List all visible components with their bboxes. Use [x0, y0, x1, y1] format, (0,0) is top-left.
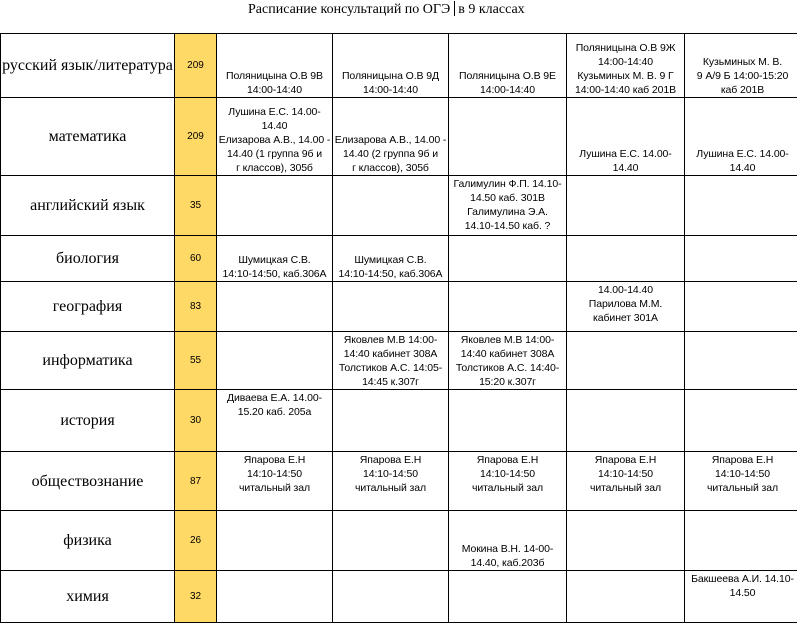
consultation-cell [685, 282, 797, 332]
title-suffix: в 9 классах [458, 2, 524, 17]
title-text: Расписание консультаций по ОГЭ [248, 2, 450, 17]
subject-cell: обществознание [1, 452, 175, 511]
consultation-cell: Поляницына О.В 9Д 14:00-14:40 [333, 34, 449, 98]
consultation-cell [685, 176, 797, 236]
consultation-cell [567, 332, 685, 390]
consultation-cell: Поляницына О.В 9Е 14:00-14:40 [449, 34, 567, 98]
consultation-cell [567, 236, 685, 282]
student-count-cell: 35 [175, 176, 217, 236]
consultation-cell [217, 282, 333, 332]
table-row [1, 452, 797, 511]
consultation-cell [217, 332, 333, 390]
consultation-cell: Диваева Е.А. 14.00- 15.20 каб. 205а [217, 390, 333, 452]
consultation-cell [567, 571, 685, 623]
consultation-cell [567, 176, 685, 236]
consultation-cell: Поляницына О.В 9Ж 14:00-14:40 Кузьминых М. В. 9 Г 14:00-14:40 каб 201В [567, 34, 685, 98]
table-row [1, 511, 797, 571]
table-row [1, 176, 797, 236]
subject-cell: физика [1, 511, 175, 571]
consultation-cell [333, 571, 449, 623]
subject-cell: биология [1, 236, 175, 282]
consultation-cell: Поляницына О.В 9В 14:00-14:40 [217, 34, 333, 98]
consultation-cell: Мокина В.Н. 14-00- 14.40, каб.203б [449, 511, 567, 571]
consultation-cell: Галимулин Ф.П. 14.10- 14.50 каб. 301В Галимулина Э.А. 14.10-14.50 каб. ? [449, 176, 567, 236]
consultation-cell: Елизарова А.В., 14.00 - 14.40 (2 группа 9б и г классов), 305б [333, 98, 449, 176]
subject-cell: информатика [1, 332, 175, 390]
consultation-cell [685, 236, 797, 282]
student-count-cell: 209 [175, 98, 217, 176]
consultation-cell [449, 282, 567, 332]
document-header [0, 0, 797, 22]
table-row [1, 282, 797, 332]
consultation-cell [333, 511, 449, 571]
student-count-cell: 32 [175, 571, 217, 623]
subject-cell: химия [1, 571, 175, 623]
consultation-cell [217, 511, 333, 571]
consultation-cell [685, 332, 797, 390]
consultation-cell [567, 511, 685, 571]
schedule-table [0, 33, 797, 623]
consultation-cell: Япарова Е.Н 14:10-14:50 читальный зал [217, 452, 333, 511]
consultation-cell: Бакшеева А.И. 14.10- 14.50 [685, 571, 797, 623]
consultation-cell: 14.00-14.40 Парилова М.М. кабинет 301А [567, 282, 685, 332]
consultation-cell: Япарова Е.Н 14:10-14:50 читальный зал [333, 452, 449, 511]
consultation-cell: Кузьминых М. В. 9 А/9 Б 14:00-15:20 каб 201В [685, 34, 797, 98]
consultation-cell [449, 390, 567, 452]
consultation-cell [685, 511, 797, 571]
table-row [1, 34, 797, 98]
consultation-cell [333, 282, 449, 332]
table-row [1, 236, 797, 282]
consultation-cell: Лушина Е.С. 14.00- 14.40 [567, 98, 685, 176]
text-cursor [454, 1, 455, 16]
consultation-cell [449, 571, 567, 623]
student-count-cell: 55 [175, 332, 217, 390]
student-count-cell: 209 [175, 34, 217, 98]
consultation-cell [567, 390, 685, 452]
table-row [1, 571, 797, 623]
schedule-body [1, 34, 797, 623]
consultation-cell: Япарова Е.Н 14:10-14:50 читальный зал [567, 452, 685, 511]
subject-cell: история [1, 390, 175, 452]
consultation-cell [449, 98, 567, 176]
consultation-cell: Яковлев М.В 14:00- 14:40 кабинет 308А Толстиков А.С. 14:40- 15:20 к.307г [449, 332, 567, 390]
document-title [248, 1, 525, 18]
consultation-cell: Япарова Е.Н 14:10-14:50 читальный зал [685, 452, 797, 511]
consultation-cell [333, 390, 449, 452]
student-count-cell: 83 [175, 282, 217, 332]
subject-cell: русский язык/литература [1, 34, 175, 98]
consultation-cell: Лушина Е.С. 14.00- 14.40 [685, 98, 797, 176]
subject-cell: география [1, 282, 175, 332]
table-row [1, 98, 797, 176]
student-count-cell: 26 [175, 511, 217, 571]
table-row [1, 332, 797, 390]
subject-cell: математика [1, 98, 175, 176]
consultation-cell [449, 236, 567, 282]
consultation-cell: Шумицкая С.В. 14:10-14:50, каб.306А [333, 236, 449, 282]
consultation-cell [685, 390, 797, 452]
student-count-cell: 30 [175, 390, 217, 452]
table-row [1, 390, 797, 452]
subject-cell: английский язык [1, 176, 175, 236]
consultation-cell: Япарова Е.Н 14:10-14:50 читальный зал [449, 452, 567, 511]
consultation-cell [217, 176, 333, 236]
student-count-cell: 60 [175, 236, 217, 282]
student-count-cell: 87 [175, 452, 217, 511]
consultation-cell [333, 176, 449, 236]
consultation-cell: Яковлев М.В 14:00- 14:40 кабинет 308А Толстиков А.С. 14:05- 14:45 к.307г [333, 332, 449, 390]
consultation-cell [217, 571, 333, 623]
consultation-cell: Шумицкая С.В. 14:10-14:50, каб.306А [217, 236, 333, 282]
consultation-cell: Лушина Е.С. 14.00- 14.40 Елизарова А.В., 14.00 - 14.40 (1 группа 9б и г классов), 305б [217, 98, 333, 176]
